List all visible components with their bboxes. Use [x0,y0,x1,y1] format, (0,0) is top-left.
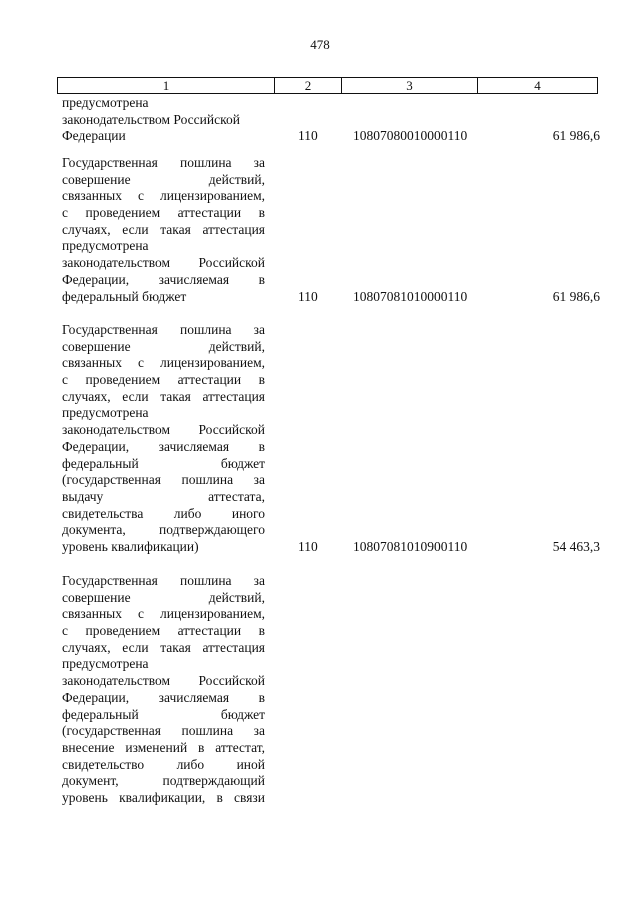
header-col-3: 3 [341,78,477,93]
header-col-2: 2 [274,78,341,93]
row-code: 110 [298,128,318,144]
row-amount: 61 986,6 [552,128,600,144]
description-line: свидетельство либо иной [62,756,265,772]
page-number: 478 [310,37,330,52]
description-line: совершение действий, [62,338,265,354]
description-line: совершение действий, [62,171,265,187]
description-line: случаях, если такая аттестация [62,388,265,404]
description-line: предусмотрена [62,95,149,110]
row-kbk: 10807081010000110 [353,288,468,304]
description-line: законодательством Российской [62,255,265,271]
description-line: законодательством Российской [62,422,265,438]
description-line: (государственная пошлина за [62,723,265,739]
description-line: документа, подтверждающего [62,522,265,538]
row-amount: 54 463,3 [552,539,600,555]
description-line: законодательством Российской [62,673,265,689]
row-code: 110 [298,539,318,555]
description-line: предусмотрена [62,238,149,254]
table-header [57,77,598,94]
row-description [62,573,265,807]
description-line: случаях, если такая аттестация [62,221,265,237]
description-line: выдачу аттестата, [62,488,265,504]
description-line: случаях, если такая аттестация [62,639,265,655]
description-line: предусмотрена [62,656,149,672]
description-line: связанных с лицензированием, [62,188,265,204]
description-line: Государственная пошлина за [62,155,265,170]
description-line: предусмотрена [62,405,149,421]
row-description [62,322,265,556]
description-line: совершение действий, [62,589,265,605]
description-line: Государственная пошлина за [62,322,265,337]
description-line: Федерации, зачисляемая в [62,438,265,454]
row-amount: 61 986,6 [552,288,600,304]
row-description [62,95,265,145]
description-line: Государственная пошлина за [62,573,265,588]
description-line: внесение изменений в аттестат, [62,739,265,755]
description-line: федеральный бюджет [62,706,265,722]
description-line: связанных с лицензированием, [62,606,265,622]
description-line: законодательством Российской [62,111,240,127]
header-col-1: 1 [162,78,170,93]
description-line: Федерации, зачисляемая в [62,689,265,705]
description-line: федеральный бюджет [62,455,265,471]
description-line: документ, подтверждающий [62,773,265,789]
header-col-4: 4 [477,78,597,93]
description-line: федеральный бюджет [62,288,187,304]
description-line: свидетельства либо иного [62,505,265,521]
row-description [62,155,265,305]
description-line: с проведением аттестации в [62,372,265,388]
row-kbk: 10807080010000110 [353,128,468,144]
description-line: уровень квалификации, в связи [62,789,265,805]
description-line: Федерации [62,128,126,144]
description-line: связанных с лицензированием, [62,355,265,371]
description-line: (государственная пошлина за [62,472,265,488]
description-line: с проведением аттестации в [62,623,265,639]
description-line: уровень квалификации) [62,538,199,554]
row-code: 110 [298,288,318,304]
row-kbk: 10807081010900110 [353,539,468,555]
description-line: с проведением аттестации в [62,205,265,221]
description-line: Федерации, зачисляемая в [62,271,265,287]
